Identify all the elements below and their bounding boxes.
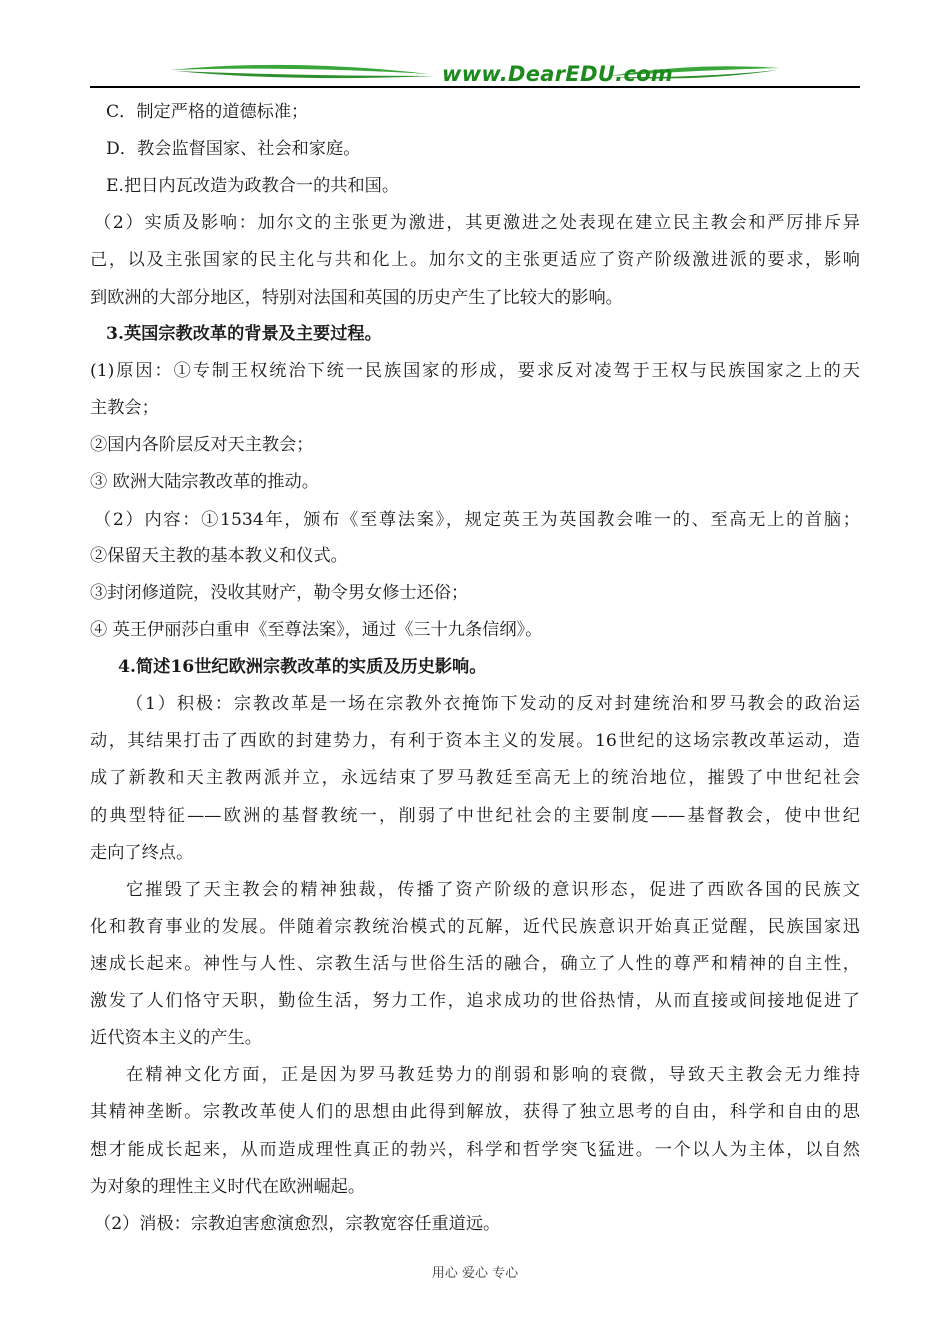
- text-line: 速成长起来。神性与人性、宗教生活与世俗生活的融合，确立了人性的尊严和精神的自主性，: [90, 954, 860, 974]
- text-line: （2）实质及影响：加尔文的主张更为激进，其更激进之处表现在建立民主教会和严厉排斥异: [94, 213, 860, 233]
- text-line: （2）消极：宗教迫害愈演愈烈，宗教宽容任重道远。: [94, 1214, 501, 1234]
- text-line: 成了新教和天主教两派并立，永远结束了罗马教廷至高无上的统治地位，摧毁了中世纪社会: [90, 768, 860, 788]
- text-line: 动，其结果打击了西欧的封建势力，有利于资本主义的发展。16世纪的这场宗教改革运动，造: [90, 731, 860, 751]
- text-line: 激发了人们恪守天职，勤俭生活，努力工作，追求成功的世俗热情，从而直接或间接地促进了: [90, 991, 860, 1011]
- text-line: 化和教育事业的发展。伴随着宗教统治模式的瓦解，近代民族意识开始真正觉醒，民族国家迅: [90, 917, 860, 937]
- text-line: 的典型特征——欧洲的基督教统一，削弱了中世纪社会的主要制度——基督教会，使中世纪: [90, 806, 860, 826]
- site-logo: www.DearEDU.com: [442, 62, 674, 86]
- page-footer: 用心 爱心 专心: [431, 1266, 519, 1281]
- text-line: 主教会；: [90, 398, 159, 418]
- section-heading: 3.英国宗教改革的背景及主要过程。: [106, 324, 382, 344]
- text-line: 到欧洲的大部分地区，特别对法国和英国的历史产生了比较大的影响。: [90, 288, 623, 308]
- text-line: 其精神垄断。宗教改革使人们的思想由此得到解放，获得了独立思考的自由，科学和自由的思: [90, 1102, 860, 1122]
- text-line: 它摧毁了天主教会的精神独裁，传播了资产阶级的意识形态，促进了西欧各国的民族文: [126, 880, 860, 900]
- text-line: E.把日内瓦改造为政教合一的共和国。: [106, 176, 400, 196]
- text-line: D．教会监督国家、社会和家庭。: [106, 139, 361, 159]
- text-line: ②保留天主教的基本教义和仪式。: [90, 546, 348, 566]
- text-line: 在精神文化方面，正是因为罗马教廷势力的削弱和影响的衰微，导致天主教会无力维持: [126, 1065, 860, 1085]
- text-line: ③ 欧洲大陆宗教改革的推动。: [90, 472, 319, 492]
- text-line: C．制定严格的道德标准；: [106, 102, 309, 122]
- section-heading: 4.简述16世纪欧洲宗教改革的实质及历史影响。: [118, 657, 487, 677]
- header-rule: [90, 86, 860, 88]
- text-line: 近代资本主义的产生。: [90, 1028, 262, 1048]
- text-line: 为对象的理性主义时代在欧洲崛起。: [90, 1177, 366, 1197]
- text-line: 走向了终点。: [90, 843, 194, 863]
- text-line: (1)原因：①专制王权统治下统一民族国家的形成，要求反对凌驾于王权与民族国家之上的天: [90, 361, 860, 381]
- text-line: ④ 英王伊丽莎白重申《至尊法案》，通过《三十九条信纲》。: [90, 620, 543, 640]
- text-line: ②国内各阶层反对天主教会；: [90, 435, 314, 455]
- text-line: 想才能成长起来，从而造成理性真正的勃兴，科学和哲学突飞猛进。一个以人为主体，以自然: [90, 1140, 860, 1160]
- text-line: 己，以及主张国家的民主化与共和化上。加尔文的主张更适应了资产阶级激进派的要求，影响: [90, 250, 860, 270]
- text-line: （2）内容：①1534年，颁布《至尊法案》，规定英王为英国教会唯一的、至高无上的首脑；: [94, 510, 860, 530]
- text-line: （1）积极：宗教改革是一场在宗教外衣掩饰下发动的反对封建统治和罗马教会的政治运: [126, 694, 860, 714]
- text-line: ③封闭修道院，没收其财产，勒令男女修士还俗；: [90, 583, 469, 603]
